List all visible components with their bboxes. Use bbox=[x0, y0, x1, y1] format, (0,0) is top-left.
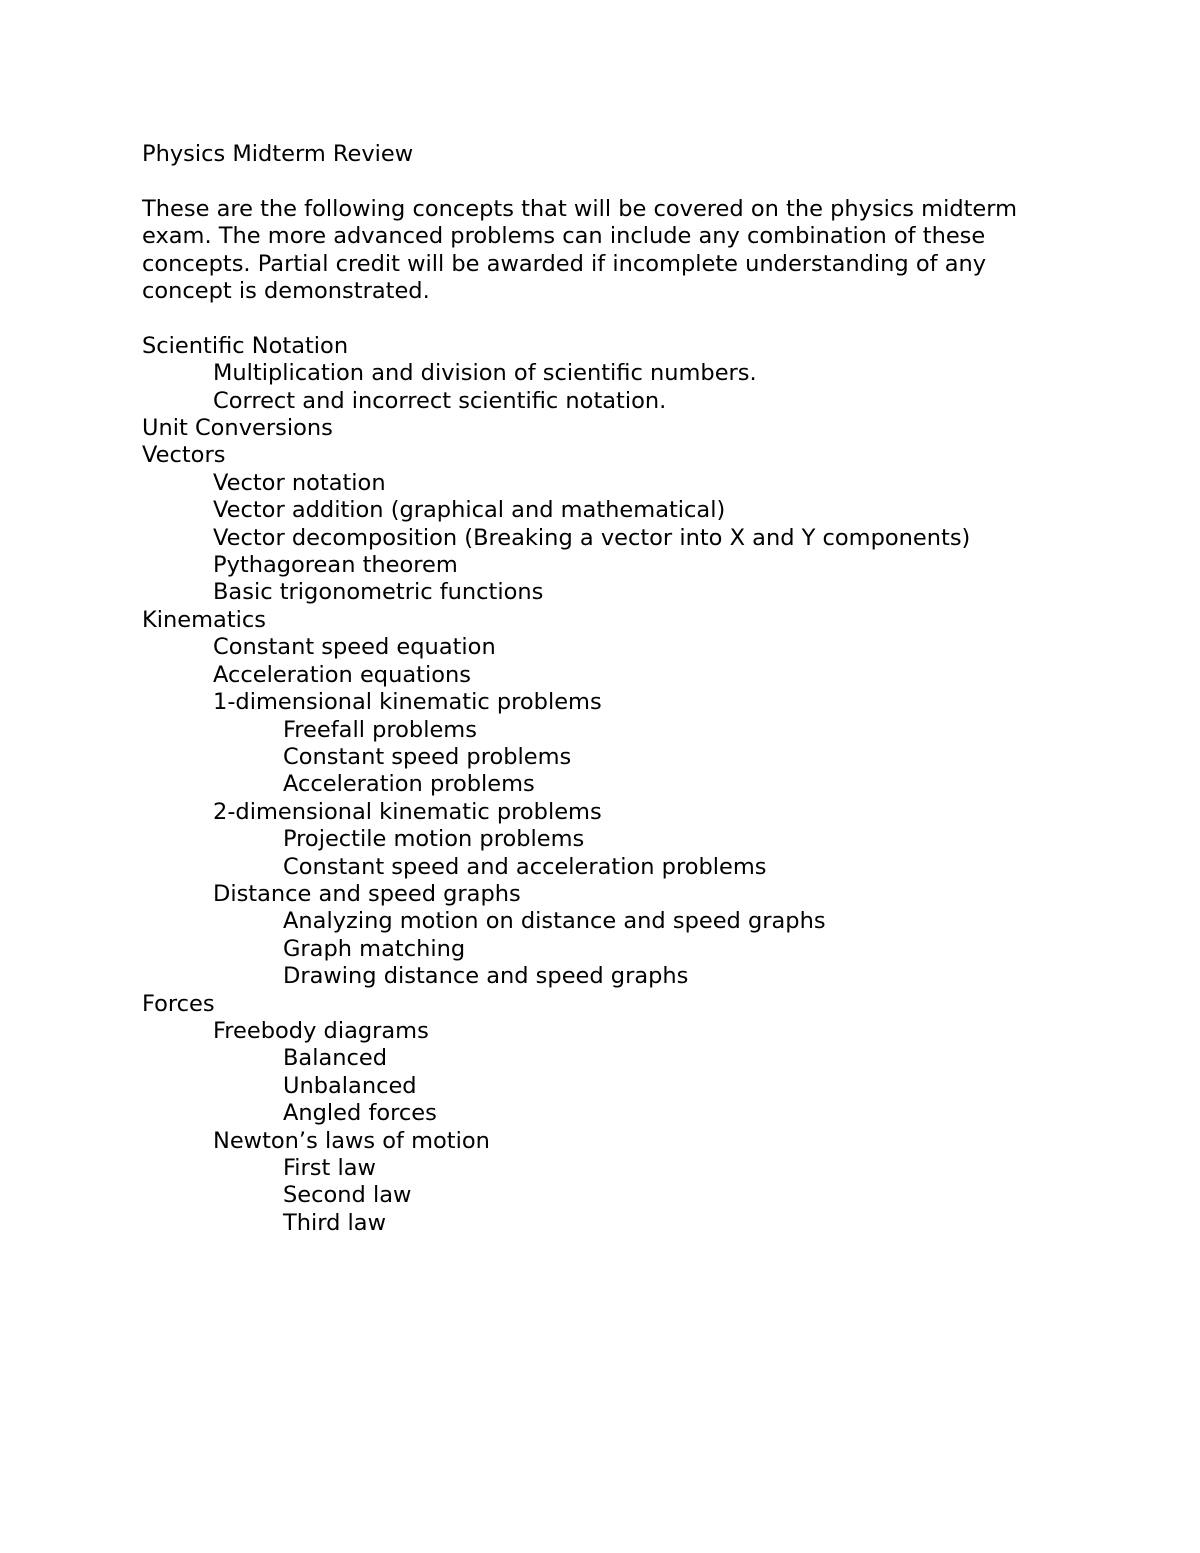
outline-subtopic: Distance and speed graphs bbox=[213, 880, 521, 907]
outline-subtopic: Newton’s laws of motion bbox=[213, 1127, 490, 1154]
outline-subtopic: Correct and incorrect scientific notation. bbox=[213, 387, 667, 414]
outline-subsubtopic: Constant speed problems bbox=[283, 743, 572, 770]
outline-subtopic: Pythagorean theorem bbox=[213, 552, 458, 579]
outline-subtopic: Vector addition (graphical and mathematical) bbox=[213, 497, 726, 524]
outline-subtopic: Vector decomposition (Breaking a vector into X and Y components) bbox=[213, 524, 971, 551]
outline-subsubtopic: Third law bbox=[283, 1209, 386, 1236]
outline-subsubtopic: Unbalanced bbox=[283, 1072, 417, 1099]
document-title: Physics Midterm Review bbox=[142, 141, 414, 167]
outline-subtopic: 1-dimensional kinematic problems bbox=[213, 689, 602, 716]
outline-subtopic: Vector notation bbox=[213, 469, 386, 496]
outline-subsubtopic: Balanced bbox=[283, 1045, 388, 1072]
outline-topic: Unit Conversions bbox=[142, 415, 333, 442]
outline-subtopic: Constant speed equation bbox=[213, 634, 496, 661]
outline-topic: Scientific Notation bbox=[142, 332, 349, 359]
outline-topic: Kinematics bbox=[142, 606, 266, 633]
outline-subsubtopic: Freefall problems bbox=[283, 716, 477, 743]
outline-subsubtopic: Second law bbox=[283, 1182, 412, 1209]
outline-subsubtopic: Drawing distance and speed graphs bbox=[283, 963, 689, 990]
outline-subsubtopic: Projectile motion problems bbox=[283, 826, 585, 853]
outline-subtopic: 2-dimensional kinematic problems bbox=[213, 798, 602, 825]
outline-subtopic: Basic trigonometric functions bbox=[213, 579, 544, 606]
outline-subsubtopic: Acceleration problems bbox=[283, 771, 535, 798]
outline-subsubtopic: Angled forces bbox=[283, 1100, 437, 1127]
outline-subsubtopic: Analyzing motion on distance and speed graphs bbox=[283, 908, 826, 935]
intro-paragraph: These are the following concepts that will be covered on the physics midterm exam. The more advanced problems can include any combination of these concepts. Partial credit will be awarded if incomplete understanding of any concept is demonstrated. bbox=[142, 195, 1018, 305]
outline-subsubtopic: Graph matching bbox=[283, 935, 466, 962]
outline-subtopic: Acceleration equations bbox=[213, 661, 471, 688]
outline-topic: Vectors bbox=[142, 442, 226, 469]
outline-topic: Forces bbox=[142, 990, 215, 1017]
outline-subtopic: Multiplication and division of scientific numbers. bbox=[213, 360, 757, 387]
outline-subtopic: Freebody diagrams bbox=[213, 1017, 429, 1044]
topic-outline bbox=[142, 333, 1072, 1237]
outline-subsubtopic: First law bbox=[283, 1155, 376, 1181]
outline-subsubtopic: Constant speed and acceleration problems bbox=[283, 853, 767, 880]
document-body bbox=[142, 141, 1072, 1237]
